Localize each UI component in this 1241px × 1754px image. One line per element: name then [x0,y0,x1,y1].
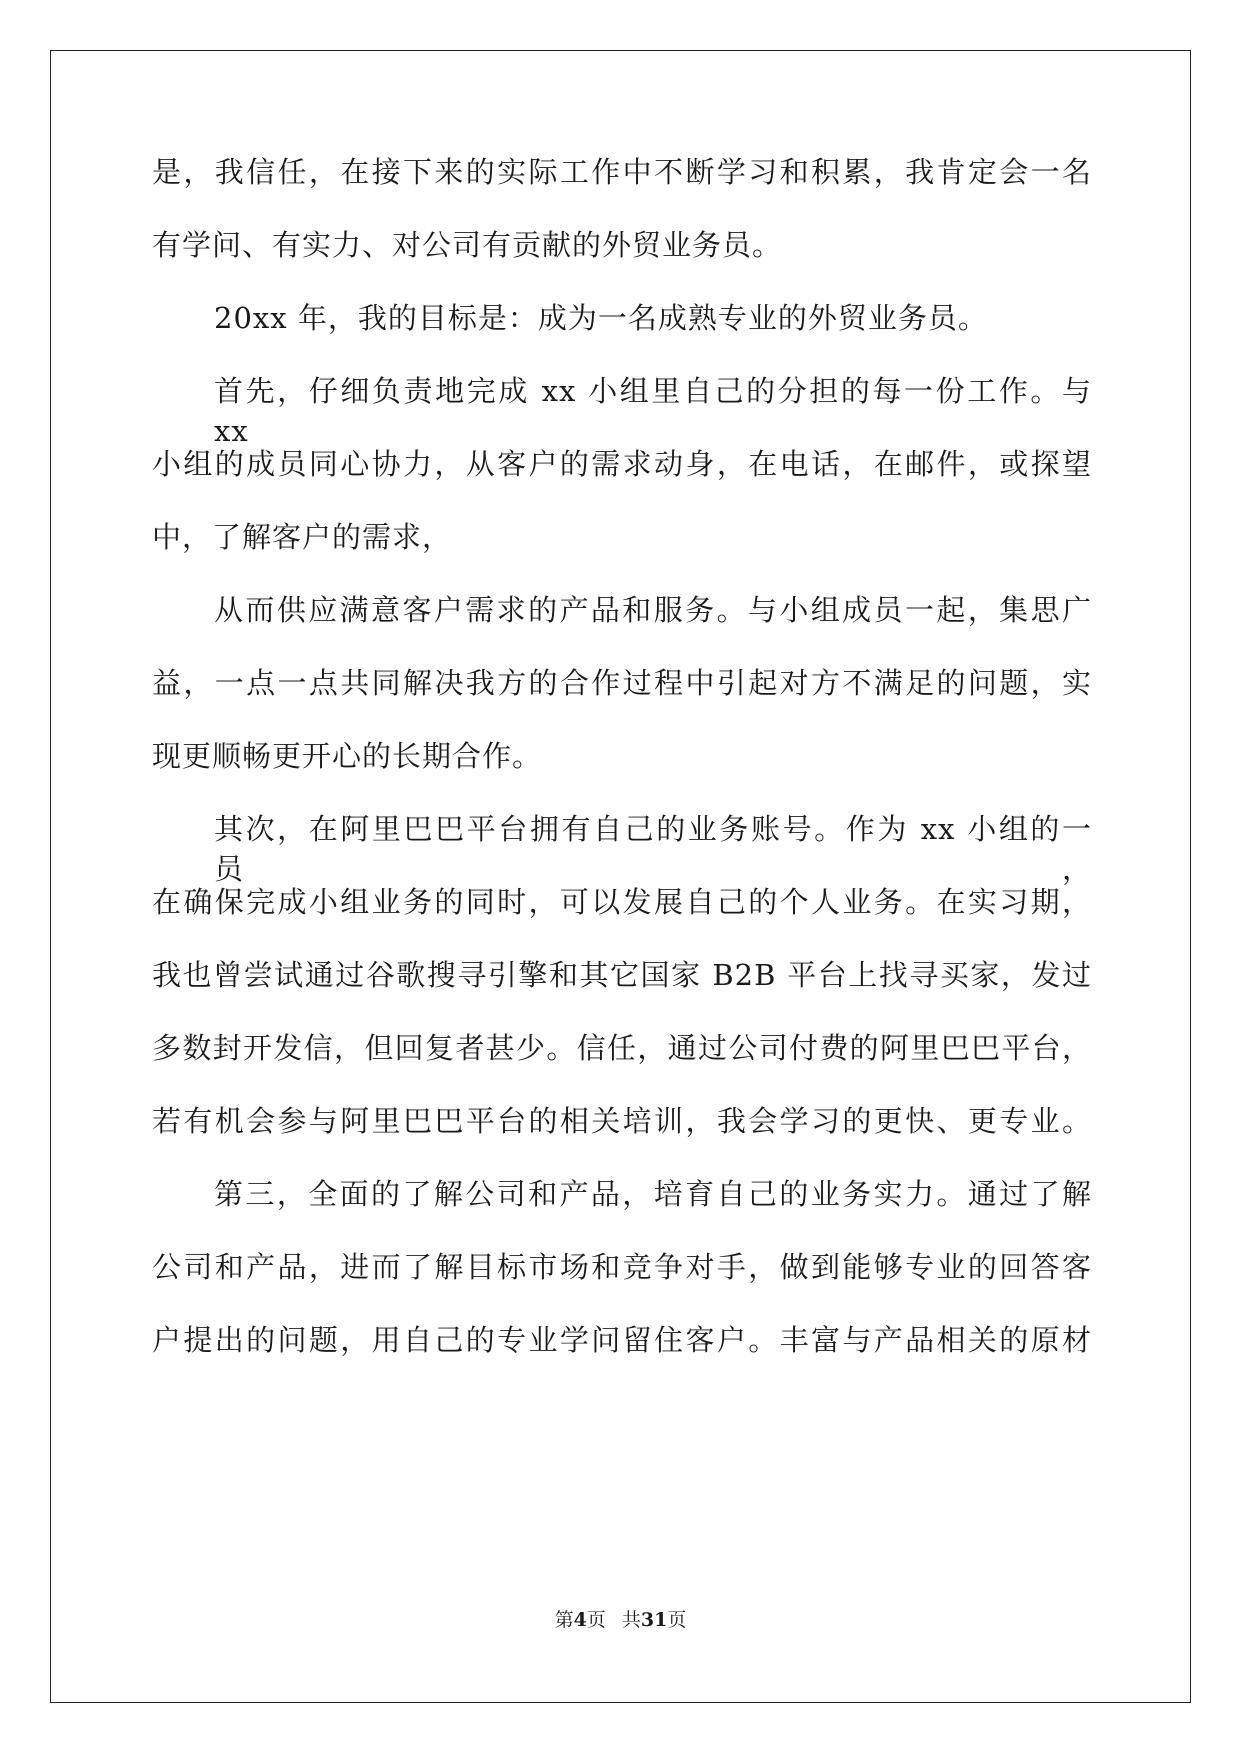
body-line: 在确保完成小组业务的同时，可以发展自己的个人业务。在实习期， [152,885,1092,919]
page-footer [0,1605,1241,1632]
page-suffix: 页 [586,1609,606,1631]
body-line: 若有机会参与阿里巴巴平台的相关培训，我会学习的更快、更专业。 [152,1104,1092,1138]
body-line: 小组的成员同心协力，从客户的需求动身，在电话，在邮件，或探望 [152,447,1092,481]
body-line: 首先，仔细负责地完成 xx 小组里自己的分担的每一份工作。与 xx [214,374,1092,448]
body-line: 20xx 年，我的目标是：成为一名成熟专业的外贸业务员。 [214,301,988,335]
body-line: 公司和产品，进而了解目标市场和竞争对手，做到能够专业的回答客 [152,1250,1092,1284]
page-number: 4 [573,1609,587,1631]
body-line: 我也曾尝试通过谷歌搜寻引擎和其它国家 B2B 平台上找寻买家，发过 [152,958,1092,992]
total-suffix: 页 [667,1609,687,1631]
body-line: 现更顺畅更开心的长期合作。 [152,739,543,773]
total-prefix: 共 [621,1609,641,1631]
total-pages: 31 [640,1609,668,1631]
body-line: 其次，在阿里巴巴平台拥有自己的业务账号。作为 xx 小组的一员， [214,812,1092,886]
body-line: 从而供应满意客户需求的产品和服务。与小组成员一起，集思广 [214,593,1092,627]
page-prefix: 第 [554,1609,574,1631]
body-line: 中，了解客户的需求， [152,520,453,554]
body-line: 户提出的问题，用自己的专业学问留住客户。丰富与产品相关的原材 [152,1323,1092,1357]
body-line: 第三，全面的了解公司和产品，培育自己的业务实力。通过了解 [214,1177,1092,1211]
body-line: 有学问、有实力、对公司有贡献的外贸业务员。 [152,228,783,262]
body-line: 益，一点一点共同解决我方的合作过程中引起对方不满足的问题，实 [152,666,1092,700]
body-line: 是，我信任，在接下来的实际工作中不断学习和积累，我肯定会一名 [152,155,1092,189]
body-line: 多数封开发信，但回复者甚少。信任，通过公司付费的阿里巴巴平台， [152,1031,1092,1065]
